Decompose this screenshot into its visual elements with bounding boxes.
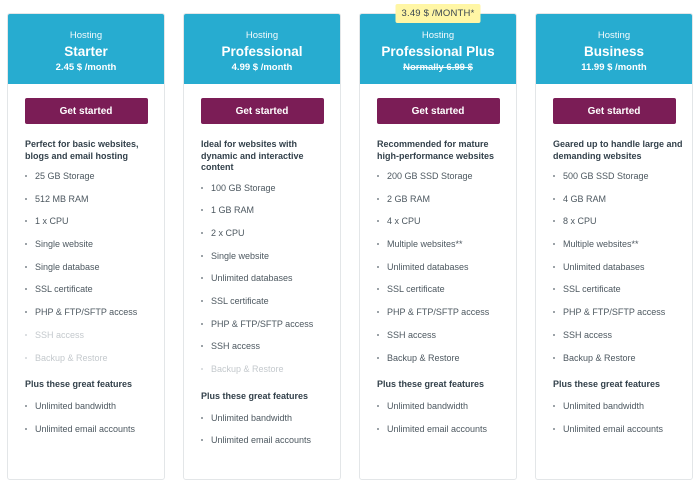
plus-features-heading: Plus these great features (25, 379, 133, 390)
extra-feature-item: Unlimited email accounts (377, 424, 516, 447)
feature-item: SSH access (553, 330, 692, 353)
plan-card-starter (7, 13, 165, 480)
extra-feature-list (25, 401, 164, 446)
get-started-button[interactable]: Get started (25, 98, 148, 124)
extra-feature-item: Unlimited email accounts (25, 424, 164, 447)
feature-item-disabled: Backup & Restore (201, 364, 340, 387)
feature-item: 2 GB RAM (377, 194, 516, 217)
get-started-button[interactable]: Get started (377, 98, 500, 124)
feature-item-disabled: Backup & Restore (25, 353, 164, 376)
promo-price-badge: 3.49 $ /MONTH* (395, 4, 480, 23)
feature-item: SSL certificate (25, 284, 164, 307)
get-started-button[interactable]: Get started (201, 98, 324, 124)
feature-item: SSL certificate (377, 284, 516, 307)
feature-item: Backup & Restore (377, 353, 516, 376)
feature-item: Single database (25, 262, 164, 285)
feature-item: 8 x CPU (553, 216, 692, 239)
plan-kicker: Hosting (421, 30, 455, 41)
extra-feature-item: Unlimited bandwidth (25, 401, 164, 424)
plan-header (8, 14, 164, 84)
plan-card-professional (183, 13, 341, 480)
plan-name: Starter (64, 44, 108, 59)
feature-item: 100 GB Storage (201, 183, 340, 206)
plan-name: Professional (221, 44, 303, 59)
plan-header (184, 14, 340, 84)
extra-feature-item: Unlimited bandwidth (553, 401, 692, 424)
extra-feature-list (553, 401, 692, 446)
plan-card-professional-plus (359, 8, 517, 480)
feature-list (25, 171, 164, 375)
feature-item: 1 x CPU (25, 216, 164, 239)
plan-original-price: Normally 6.99 $ (403, 62, 473, 73)
feature-item: 500 GB SSD Storage (553, 171, 692, 194)
plan-description: Perfect for basic websites, blogs and email hosting (25, 139, 139, 161)
feature-item: 25 GB Storage (25, 171, 164, 194)
extra-feature-item: Unlimited email accounts (201, 435, 340, 458)
plan-header (360, 14, 516, 84)
plan-description: Ideal for websites with dynamic and interactive content (201, 139, 304, 172)
feature-item: Multiple websites** (553, 239, 692, 262)
extra-feature-list (201, 413, 340, 458)
extra-feature-list (377, 401, 516, 446)
feature-item: Single website (25, 239, 164, 262)
feature-item: Unlimited databases (201, 273, 340, 296)
feature-item: PHP & FTP/SFTP access (553, 307, 692, 330)
feature-list (201, 183, 340, 387)
plus-features-heading: Plus these great features (201, 390, 309, 401)
plan-price: 4.99 $ /month (231, 62, 293, 73)
plan-price: 11.99 $ /month (581, 62, 647, 73)
feature-item: SSL certificate (201, 296, 340, 319)
plan-price: 2.45 $ /month (55, 62, 117, 73)
feature-item: Unlimited databases (377, 262, 516, 285)
feature-item: SSH access (377, 330, 516, 353)
feature-item: SSH access (201, 341, 340, 364)
feature-item: PHP & FTP/SFTP access (377, 307, 516, 330)
feature-item: 4 GB RAM (553, 194, 692, 217)
feature-item: Backup & Restore (553, 353, 692, 376)
plan-kicker: Hosting (597, 30, 631, 41)
feature-item: Multiple websites** (377, 239, 516, 262)
feature-list (553, 171, 692, 375)
feature-item-disabled: SSH access (25, 330, 164, 353)
plan-name: Business (583, 44, 645, 59)
plan-description: Geared up to handle large and demanding websites (553, 139, 683, 161)
feature-item: Unlimited databases (553, 262, 692, 285)
plan-name: Professional Plus (381, 44, 495, 59)
plan-header (536, 14, 692, 84)
feature-item: Single website (201, 251, 340, 274)
feature-item: SSL certificate (553, 284, 692, 307)
plan-kicker: Hosting (69, 30, 103, 41)
extra-feature-item: Unlimited bandwidth (201, 413, 340, 436)
feature-item: 200 GB SSD Storage (377, 171, 516, 194)
feature-item: PHP & FTP/SFTP access (201, 319, 340, 342)
plan-card-business (535, 13, 693, 480)
feature-item: 512 MB RAM (25, 194, 164, 217)
feature-item: 4 x CPU (377, 216, 516, 239)
plus-features-heading: Plus these great features (553, 379, 661, 390)
get-started-button[interactable]: Get started (553, 98, 676, 124)
feature-list (377, 171, 516, 375)
feature-item: 2 x CPU (201, 228, 340, 251)
plus-features-heading: Plus these great features (377, 379, 485, 390)
feature-item: PHP & FTP/SFTP access (25, 307, 164, 330)
plan-description: Recommended for mature high-performance websites (377, 139, 495, 161)
extra-feature-item: Unlimited email accounts (553, 424, 692, 447)
feature-item: 1 GB RAM (201, 205, 340, 228)
extra-feature-item: Unlimited bandwidth (377, 401, 516, 424)
plan-kicker: Hosting (245, 30, 279, 41)
